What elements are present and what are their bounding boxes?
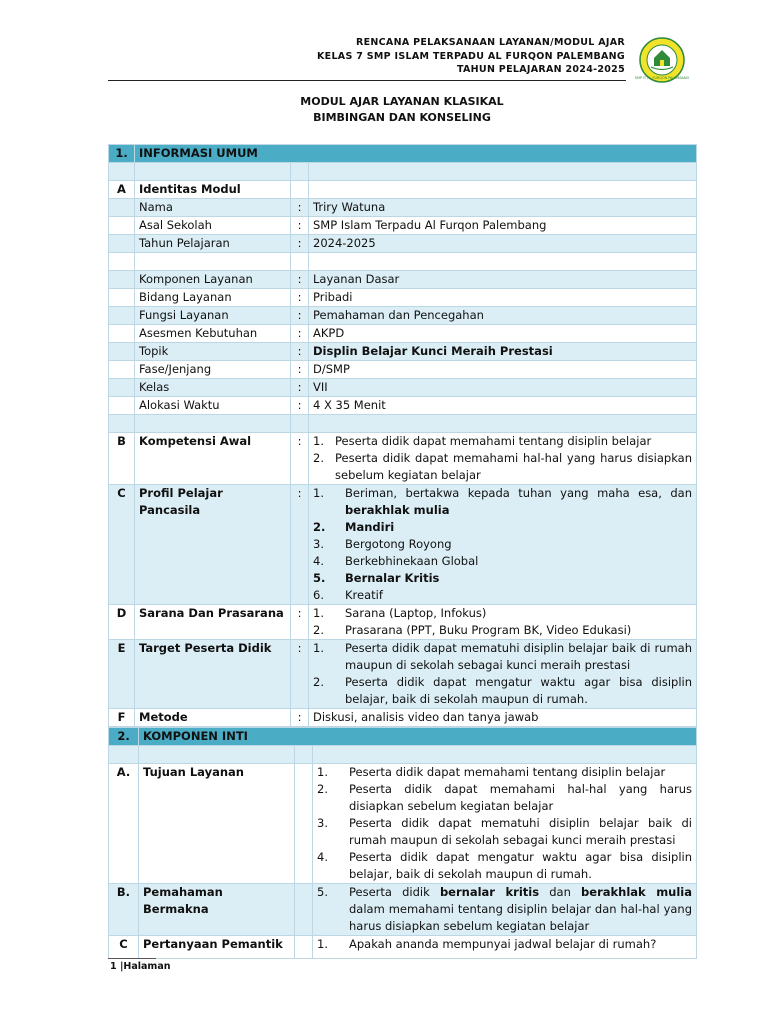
- tujuan-layanan-title: Tujuan Layanan: [139, 764, 295, 884]
- field-label: Fase/Jenjang: [135, 361, 291, 379]
- field-label: Kelas: [135, 379, 291, 397]
- identitas-title: Identitas Modul: [135, 181, 291, 199]
- document-header: [280, 36, 625, 77]
- kompetensi-awal-list: [309, 433, 697, 485]
- tujuan-layanan-list: [313, 764, 697, 884]
- footer-divider: [108, 958, 156, 959]
- pemahaman-bermakna-text: [313, 884, 697, 936]
- field-label: Alokasi Waktu: [135, 397, 291, 415]
- list-item: 3. Peserta didik dapat mematuhi disiplin belajar baik di rumah maupun di sekolah sebagai kunci meraih prestasi: [317, 816, 693, 847]
- list-item: 1. Sarana (Laptop, Infokus): [313, 606, 487, 620]
- informasi-umum-table: [108, 144, 697, 727]
- list-item: 5. Peserta didik bernalar kritis dan berakhlak mulia dalam memahami tentang disiplin belajar dan hal-hal yang harus disiapkan sebelum kegiatan belajar: [317, 885, 693, 933]
- field-row: Asesmen Kebutuhan : AKPD: [109, 325, 697, 343]
- field-value: Triry Watuna: [309, 199, 697, 217]
- field-value: Pemahaman dan Pencegahan: [309, 307, 697, 325]
- field-label: Fungsi Layanan: [135, 307, 291, 325]
- list-item: 2. Prasarana (PPT, Buku Program BK, Video Edukasi): [313, 623, 632, 637]
- section-number: 1.: [109, 145, 135, 163]
- field-row: Komponen Layanan : Layanan Dasar: [109, 271, 697, 289]
- target-row: E Target Peserta Didik : 1. Peserta didik dapat mematuhi disiplin belajar baik di rumah maupun di sekolah sebagai kunci meraih prestasi 2. Peserta didik dapat mengatur waktu agar bisa disiplin belajar, baik di sekolah maupun di rumah.: [109, 640, 697, 709]
- field-value: AKPD: [309, 325, 697, 343]
- metode-row: F Metode : Diskusi, analisis video dan tanya jawab: [109, 709, 697, 727]
- pertanyaan-pemantik-row: C Pertanyaan Pemantik 1. Apakah ananda mempunyai jadwal belajar di rumah?: [109, 936, 697, 959]
- list-item: 2. Peserta didik dapat memahami hal-hal yang harus disiapkan sebelum kegiatan belajar: [313, 451, 692, 482]
- page-label: |Halaman: [119, 961, 171, 972]
- field-row: Tahun Pelajaran : 2024-2025: [109, 235, 697, 253]
- section-heading-row: [109, 728, 697, 746]
- header-line-2: KELAS 7 SMP ISLAM TERPADU AL FURQON PALEMBANG: [317, 50, 625, 62]
- list-item: 3. Bergotong Royong: [313, 537, 452, 551]
- field-row: Bidang Layanan : Pribadi: [109, 289, 697, 307]
- field-value: Layanan Dasar: [309, 271, 697, 289]
- pertanyaan-pemantik-title: Pertanyaan Pemantik: [139, 936, 295, 959]
- kompetensi-awal-row: B Kompetensi Awal : 1. Peserta didik dapat memahami tentang disiplin belajar 2. Peserta didik dapat memahami hal-hal yang harus disiapkan sebelum kegiatan belajar: [109, 433, 697, 485]
- profil-pelajar-row: C Profil Pelajar Pancasila : 1. Beriman, bertakwa kepada tuhan yang maha esa, dan berakhlak mulia 2. Mandiri 3. Bergotong Royong 4. Berkebhinekaan Global 5. Bernalar Kritis 6. Kreatif: [109, 485, 697, 605]
- section-number: 2.: [109, 728, 139, 746]
- header-line-3: TAHUN PELAJARAN 2024-2025: [456, 64, 625, 75]
- pertanyaan-pemantik-list: [313, 936, 697, 959]
- svg-text:SMP IT AL FURQON PALEMBANG: SMP IT AL FURQON PALEMBANG: [634, 76, 690, 80]
- field-row: Alokasi Waktu : 4 X 35 Menit: [109, 397, 697, 415]
- section-heading-row: [109, 145, 697, 163]
- row-letter: A: [109, 181, 135, 199]
- field-value: SMP Islam Terpadu Al Furqon Palembang: [309, 217, 697, 235]
- field-label: Asal Sekolah: [135, 217, 291, 235]
- school-logo: [634, 37, 690, 83]
- pemahaman-bermakna-row: B. Pemahaman Bermakna 5. Peserta didik bernalar kritis dan berakhlak mulia dalam memahami tentang disiplin belajar dan hal-hal yang harus disiapkan sebelum kegiatan belajar: [109, 884, 697, 936]
- kompetensi-awal-title: Kompetensi Awal: [135, 433, 291, 485]
- list-item: 6. Kreatif: [313, 588, 383, 602]
- spacer-row: [109, 253, 697, 271]
- spacer-row: [109, 163, 697, 181]
- metode-value: Diskusi, analisis video dan tanya jawab: [309, 709, 697, 727]
- document-title-line-1: MODUL AJAR LAYANAN KLASIKAL: [300, 95, 504, 108]
- field-label: Nama: [135, 199, 291, 217]
- header-divider: [108, 80, 626, 81]
- target-list: [309, 640, 697, 709]
- metode-title: Metode: [135, 709, 291, 727]
- sarana-list: [309, 605, 697, 640]
- field-label: Topik: [135, 343, 291, 361]
- spacer-row: [109, 746, 697, 764]
- list-item: 1. Beriman, bertakwa kepada tuhan yang maha esa, dan berakhlak mulia: [313, 486, 692, 517]
- field-label: Asesmen Kebutuhan: [135, 325, 291, 343]
- list-item: 1. Peserta didik dapat memahami tentang disiplin belajar: [317, 765, 666, 779]
- header-line-1: RENCANA PELAKSANAAN LAYANAN/MODUL AJAR: [355, 37, 625, 48]
- field-row: Fungsi Layanan : Pemahaman dan Pencegahan: [109, 307, 697, 325]
- sarana-title: Sarana Dan Prasarana: [135, 605, 291, 640]
- profil-pelajar-list: [309, 485, 697, 605]
- target-title: Target Peserta Didik: [135, 640, 291, 709]
- pemahaman-bermakna-title: Pemahaman Bermakna: [139, 884, 295, 936]
- list-item: 2. Mandiri: [313, 520, 395, 534]
- komponen-inti-table: [108, 727, 697, 959]
- spacer-row: [109, 415, 697, 433]
- field-value: Pribadi: [309, 289, 697, 307]
- list-item: 1. Peserta didik dapat memahami tentang disiplin belajar: [313, 434, 652, 448]
- field-value: 4 X 35 Menit: [309, 397, 697, 415]
- field-row: Fase/Jenjang : D/SMP: [109, 361, 697, 379]
- field-row: Nama : Triry Watuna: [109, 199, 697, 217]
- page-number: 1: [110, 961, 117, 972]
- list-item: 2. Peserta didik dapat mengatur waktu agar bisa disiplin belajar, baik di sekolah maupun di rumah.: [313, 675, 692, 706]
- field-label: Tahun Pelajaran: [135, 235, 291, 253]
- sarana-row: D Sarana Dan Prasarana : 1. Sarana (Laptop, Infokus) 2. Prasarana (PPT, Buku Program BK, Video Edukasi): [109, 605, 697, 640]
- field-value: VII: [309, 379, 697, 397]
- field-value: 2024-2025: [309, 235, 697, 253]
- field-label: Bidang Layanan: [135, 289, 291, 307]
- field-row: Topik : Displin Belajar Kunci Meraih Prestasi: [109, 343, 697, 361]
- field-value: D/SMP: [309, 361, 697, 379]
- identitas-row: [109, 181, 697, 199]
- list-item: 5. Bernalar Kritis: [313, 571, 440, 585]
- profil-pelajar-title: Profil Pelajar Pancasila: [135, 485, 291, 605]
- section-heading: KOMPONEN INTI: [139, 728, 697, 746]
- list-item: 1. Peserta didik dapat mematuhi disiplin belajar baik di rumah maupun di sekolah sebagai kunci meraih prestasi: [313, 641, 692, 672]
- field-row: Asal Sekolah : SMP Islam Terpadu Al Furqon Palembang: [109, 217, 697, 235]
- field-label: Komponen Layanan: [135, 271, 291, 289]
- list-item: 2. Peserta didik dapat memahami hal-hal yang harus disiapkan sebelum kegiatan belajar: [317, 782, 693, 813]
- section-heading: INFORMASI UMUM: [135, 145, 697, 163]
- field-row: Kelas : VII: [109, 379, 697, 397]
- topic-value: Displin Belajar Kunci Meraih Prestasi: [309, 343, 697, 361]
- list-item: 4. Berkebhinekaan Global: [313, 554, 479, 568]
- page-footer: [110, 961, 171, 972]
- tujuan-layanan-row: A. Tujuan Layanan 1. Peserta didik dapat memahami tentang disiplin belajar 2. Peserta didik dapat memahami hal-hal yang harus disiapkan sebelum kegiatan belajar 3. Peserta didik dapat mematuhi disiplin belajar baik di rumah maupun di sekolah sebagai kunci meraih prestasi 4. Peserta didik dapat mengatur waktu agar bisa disiplin belajar, baik di sekolah maupun di rumah.: [109, 764, 697, 884]
- list-item: 4. Peserta didik dapat mengatur waktu agar bisa disiplin belajar, baik di sekolah maupun di rumah.: [317, 850, 693, 881]
- list-item: 1. Apakah ananda mempunyai jadwal belajar di rumah?: [317, 937, 657, 951]
- document-title-line-2: BIMBINGAN DAN KONSELING: [313, 111, 491, 124]
